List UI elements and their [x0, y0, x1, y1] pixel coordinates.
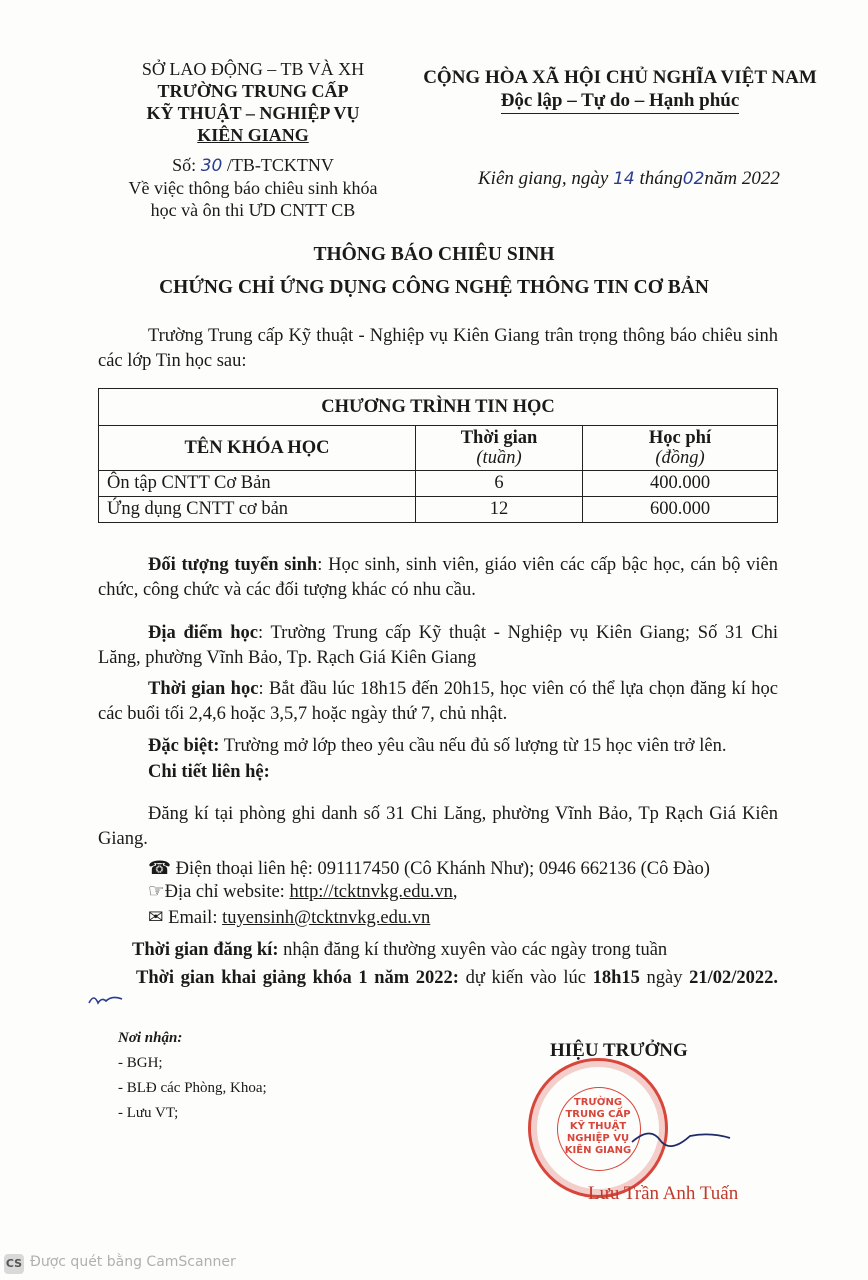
issuing-organization — [108, 58, 398, 221]
row-fee: 400.000 — [583, 471, 778, 497]
email-icon: ✉ — [148, 908, 169, 928]
contact-label: Chi tiết liên hệ: — [148, 762, 270, 782]
nation-name: CỘNG HÒA XÃ HỘI CHỦ NGHĨA VIỆT NAM — [423, 67, 817, 88]
col-course: TÊN KHÓA HỌC — [99, 426, 416, 471]
phone-line — [98, 857, 778, 882]
email-label: Email: — [168, 908, 223, 928]
stamp-line: NGHIỆP VỤ — [566, 1133, 630, 1144]
document-subtitle: CHỨNG CHỈ ỨNG DỤNG CÔNG NGHỆ THÔNG TIN CƠ BẢN — [159, 277, 709, 298]
row-weeks: 6 — [416, 471, 583, 497]
place-label: Địa điểm học — [148, 623, 258, 643]
table-row — [99, 497, 778, 523]
date-year: năm 2022 — [704, 168, 780, 189]
stamp-line: KỸ THUẬT — [569, 1121, 627, 1132]
col-fee — [583, 426, 778, 471]
table-row — [99, 471, 778, 497]
col-duration-label: Thời gian — [460, 428, 538, 448]
col-duration-unit: (tuần) — [476, 448, 522, 468]
table-caption: CHƯƠNG TRÌNH TIN HỌC — [99, 389, 778, 426]
camscanner-logo-icon: CS — [4, 1254, 24, 1274]
course-table — [98, 388, 778, 523]
website-line — [98, 880, 778, 905]
register-section — [98, 802, 778, 852]
opening-text2: ngày — [639, 968, 683, 988]
signer-role: HIỆU TRƯỞNG — [550, 1040, 688, 1061]
regtime-label: Thời gian đăng kí: — [132, 940, 279, 960]
doc-number-suffix: /TB-TCKTNV — [226, 155, 334, 175]
doc-number-handwritten: 30 — [200, 156, 223, 176]
org-ministry: SỞ LAO ĐỘNG – TB VÀ XH — [141, 59, 365, 79]
row-course: Ôn tập CNTT Cơ Bản — [99, 471, 416, 497]
time-text: : Bắt đầu lúc 18h15 đến 20h15, học viên có thể lựa chọn đăng kí học các buổi tối 2,4,6 hoặc 3,5,7 hoặc ngày thứ 7, chủ nhật. — [98, 679, 778, 724]
opening-date: 21/02/2022. — [689, 968, 778, 988]
recipients-label: Nơi nhận: — [118, 1030, 183, 1046]
col-duration — [416, 426, 583, 471]
org-school-line2: KỸ THUẬT – NGHIỆP VỤ — [146, 103, 360, 123]
phone-text: Điện thoại liên hệ: 091117450 (Cô Khánh Như); 0946 662136 (Cô Đào) — [175, 859, 710, 879]
target-label: Đối tượng tuyển sinh — [148, 555, 318, 575]
handwritten-signature — [630, 1122, 740, 1162]
website-after: , — [452, 882, 458, 902]
date-month-label: tháng — [639, 168, 683, 189]
row-fee: 600.000 — [583, 497, 778, 523]
date-day: 14 — [613, 169, 635, 189]
document-subject: Về việc thông báo chiêu sinh khóa học và ôn thi ƯD CNTT CB — [128, 178, 378, 220]
document-number — [108, 154, 398, 177]
opening-label: Thời gian khai giảng khóa 1 năm 2022: — [136, 968, 459, 988]
website-link[interactable]: http://tcktnvkg.edu.vn — [289, 882, 453, 902]
org-school-line3: KIÊN GIANG — [197, 125, 309, 145]
date-prefix: Kiên giang, ngày — [478, 168, 609, 189]
initial-signature-icon — [86, 991, 126, 1011]
issue-date — [478, 168, 780, 190]
opening-time: 18h15 — [592, 968, 640, 988]
col-fee-label: Học phí — [648, 428, 712, 448]
special-label: Đặc biệt: — [148, 736, 220, 756]
target-section — [98, 553, 778, 603]
document-title: THÔNG BÁO CHIÊU SINH — [313, 244, 555, 265]
email-line — [98, 906, 778, 931]
email-link[interactable]: tuyensinh@tcktnvkg.edu.vn — [222, 908, 431, 928]
special-section — [98, 734, 778, 759]
recipient-item: - Lưu VT; — [118, 1105, 179, 1121]
opening-text: dự kiến vào lúc — [458, 968, 593, 988]
website-label: Địa chỉ website: — [164, 882, 290, 902]
national-motto: Độc lập – Tự do – Hạnh phúc — [501, 89, 740, 114]
recipient-item: - BLĐ các Phòng, Khoa; — [118, 1080, 267, 1096]
scanner-footer — [0, 1248, 868, 1280]
place-text: : Trường Trung cấp Kỹ thuật - Nghiệp vụ Kiên Giang; Số 31 Chi Lăng, phường Vĩnh Bảo, Tp. Rạch Giá Kiên Giang — [98, 623, 778, 668]
time-section — [98, 677, 778, 727]
regtime-section — [98, 938, 778, 963]
regtime-text: nhận đăng kí thường xuyên vào các ngày trong tuần — [278, 940, 668, 960]
row-weeks: 12 — [416, 497, 583, 523]
phone-icon: ☎ — [148, 859, 176, 879]
signer-name: Lưu Trần Anh Tuấn — [588, 1183, 739, 1204]
target-text: : Học sinh, sinh viên, giáo viên các cấp bậc học, cán bộ viên chức, công chức và các đối tượng khác có nhu cầu. — [98, 555, 778, 600]
intro-paragraph — [98, 324, 778, 374]
table-header-row — [99, 426, 778, 471]
stamp-line: KIÊN GIANG — [564, 1145, 632, 1156]
register-text: Đăng kí tại phòng ghi danh số 31 Chi Lăng, phường Vĩnh Bảo, Tp Rạch Giá Kiên Giang. — [98, 804, 778, 849]
intro-text: Trường Trung cấp Kỹ thuật - Nghiệp vụ Kiên Giang trân trọng thông báo chiêu sinh các lớp Tin học sau: — [98, 326, 778, 371]
stamp-line: TRƯỜNG — [573, 1097, 623, 1108]
row-course: Ứng dụng CNTT cơ bản — [99, 497, 416, 523]
recipients-block — [118, 1026, 267, 1126]
opening-section — [86, 966, 778, 1017]
org-school-line1: TRƯỜNG TRUNG CẤP — [157, 81, 349, 101]
place-section — [98, 621, 778, 671]
recipient-item: - BGH; — [118, 1055, 163, 1071]
national-header — [400, 66, 840, 114]
hand-pointer-icon: ☞ — [148, 882, 165, 902]
time-label: Thời gian học — [148, 679, 259, 699]
special-text: Trường mở lớp theo yêu cầu nếu đủ số lượng từ 15 học viên trở lên. — [219, 736, 727, 756]
doc-number-prefix: Số: — [172, 155, 197, 175]
date-month: 02 — [682, 169, 705, 189]
contact-section — [98, 760, 778, 785]
camscanner-text: Được quét bằng CamScanner — [30, 1254, 236, 1270]
col-fee-unit: (đồng) — [655, 448, 705, 468]
stamp-line: TRUNG CẤP — [565, 1109, 631, 1120]
